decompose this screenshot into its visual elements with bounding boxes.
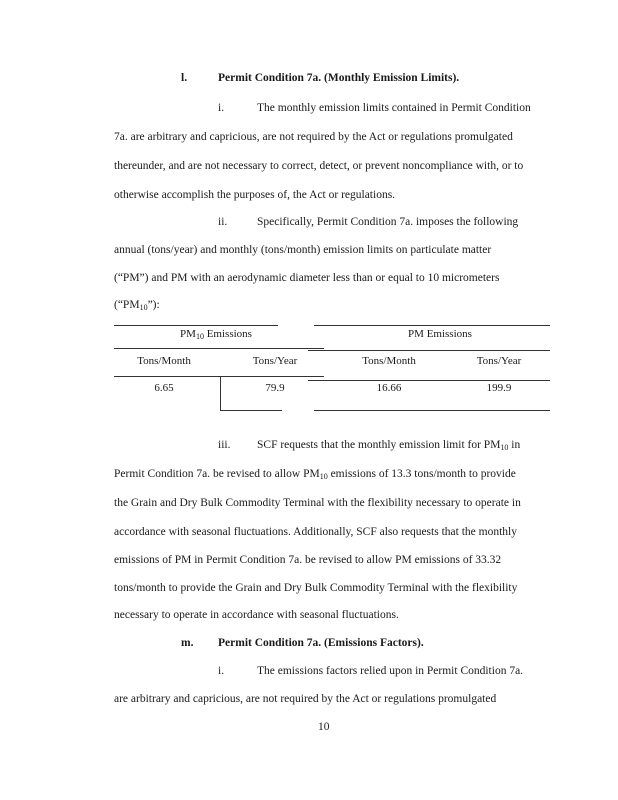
section-marker-l: l. — [181, 72, 188, 84]
page-number: 10 — [318, 721, 330, 733]
para-iii-line-6: tons/month to provide the Grain and Dry Bulk Commodity Terminal with the flexibility — [114, 582, 518, 594]
para-ii-line-1: Specifically, Permit Condition 7a. imposes the following — [257, 216, 519, 228]
para-ii-line-2: annual (tons/year) and monthly (tons/month) emission limits on particulate matter — [114, 244, 492, 256]
para-iii-line-1: SCF requests that the monthly emission limit for $PM_{10}$ in — [257, 439, 521, 452]
para-i-line-2: 7a. are arbitrary and capricious, are not required by the Act or regulations promulgated — [114, 131, 513, 143]
value-pm10-tons-year: 79.9 — [265, 382, 285, 394]
group-header-pm10: $PM_{10}$ Emissions — [180, 328, 252, 341]
col-header-tons-month-pm10: Tons/Month — [137, 355, 191, 367]
col-header-tons-year-pm: Tons/Year — [476, 355, 522, 367]
value-pm10-tons-month: 6.65 — [154, 382, 174, 394]
section-m-para-i-marker: i. — [218, 665, 225, 677]
col-header-tons-year-pm10: Tons/Year — [252, 355, 298, 367]
para-iii-line-7: necessary to operate in accordance with seasonal fluctuations. — [114, 609, 399, 621]
value-pm-tons-year: 199.9 — [486, 382, 512, 394]
table-bottom-rule-left — [220, 410, 282, 411]
para-iii-line-2: Permit Condition 7a. be revised to allow $PM_{10}$ emissions of 13.3 tons/month to provide — [114, 468, 516, 481]
section-m-para-i-line-2: are arbitrary and capricious, are not required by the Act or regulations promulgated — [114, 693, 497, 705]
group-header-pm: PM Emissions — [408, 328, 472, 340]
table-mid-rule-left — [114, 348, 324, 349]
emissions-table — [114, 320, 550, 412]
para-ii-marker: ii. — [218, 216, 228, 228]
para-ii-line-3: (“PM”) and PM with an aerodynamic diameter less than or equal to 10 micrometers — [114, 272, 500, 284]
para-iii-marker: iii. — [218, 439, 231, 451]
para-i-line-4: otherwise accomplish the purposes of, the Act or regulations. — [114, 189, 396, 201]
section-heading-l: Permit Condition 7a. (Monthly Emission Limits). — [218, 72, 460, 84]
table-top-rule-right — [314, 325, 550, 326]
para-iii-line-5: emissions of PM in Permit Condition 7a. be revised to allow PM emissions of 33.32 — [114, 554, 502, 566]
value-pm-tons-month: 16.66 — [376, 382, 402, 394]
pm10-definition: $(“PM_{10}”)$: — [114, 299, 160, 312]
table-mid-rule-right — [308, 350, 550, 351]
table-divider — [220, 377, 221, 410]
para-iii-line-3: the Grain and Dry Bulk Commodity Terminal with the flexibility necessary to operate in — [114, 497, 521, 509]
para-i-line-3: thereunder, and are not necessary to correct, detect, or prevent noncompliance with, or to — [114, 160, 524, 172]
table-header-rule-left — [114, 376, 324, 377]
table-header-rule-right — [308, 380, 550, 381]
table-bottom-rule-right — [314, 410, 550, 411]
para-i-marker: i. — [218, 102, 225, 114]
section-heading-m: Permit Condition 7a. (Emissions Factors). — [218, 637, 424, 649]
section-marker-m: m. — [181, 637, 194, 649]
para-iii-line-4: accordance with seasonal fluctuations. Additionally, SCF also requests that the monthly — [114, 526, 517, 538]
col-header-tons-month-pm: Tons/Month — [362, 355, 416, 367]
table-top-rule-left — [114, 325, 278, 326]
para-i-line-1: The monthly emission limits contained in Permit Condition — [257, 102, 531, 114]
section-m-para-i-line-1: The emissions factors relied upon in Permit Condition 7a. — [257, 665, 524, 677]
